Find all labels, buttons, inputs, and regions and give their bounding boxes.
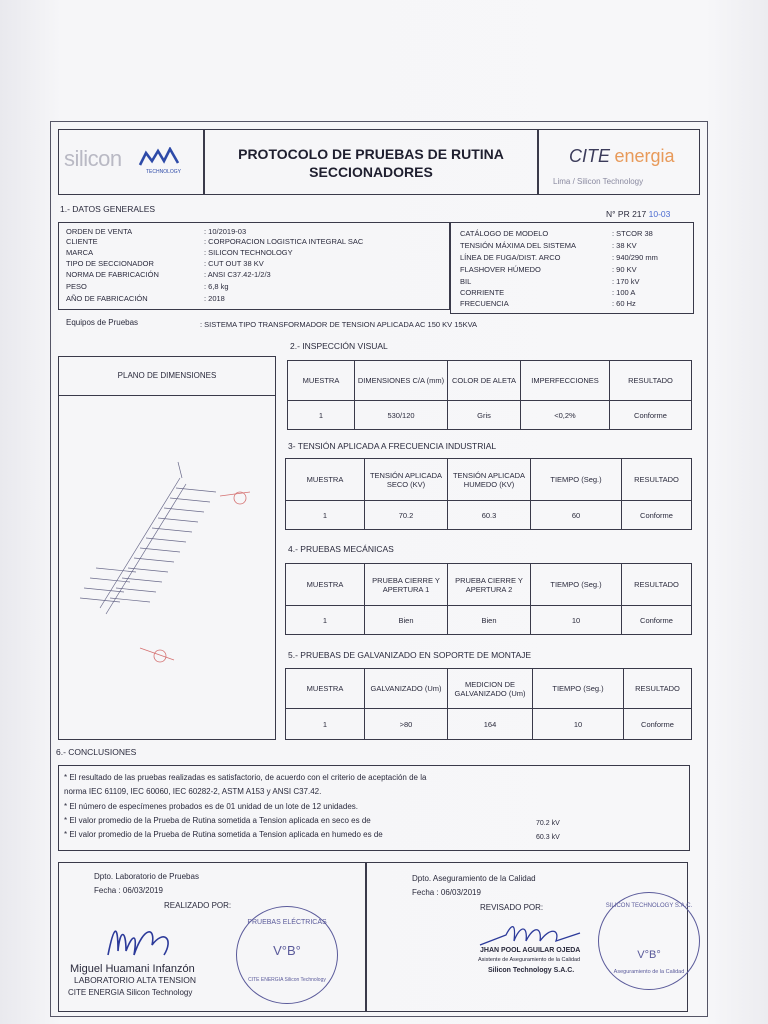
- datos-value: : SILICON TECHNOLOGY: [204, 248, 293, 257]
- firma-right-dpto: Dpto. Aseguramiento de la Calidad: [412, 874, 536, 883]
- stamp-silicon-technology: [598, 892, 700, 990]
- signature-left: [104, 915, 184, 965]
- section-1-heading: 1.- DATOS GENERALES: [60, 204, 156, 214]
- document-number-suffix: 10-03: [648, 209, 671, 219]
- table-header: MUESTRA: [286, 564, 365, 606]
- table-header: TIEMPO (Seg.): [533, 669, 624, 709]
- datos-label: BIL: [460, 277, 472, 286]
- section-2-heading: 2.- INSPECCIÓN VISUAL: [290, 341, 388, 351]
- firma-left-role: LABORATORIO ALTA TENSION: [74, 975, 197, 985]
- table-header: MUESTRA: [286, 459, 365, 501]
- stamp-pruebas-center: V°B°: [273, 943, 301, 958]
- logo-text: silicon: [64, 146, 122, 171]
- conclusion-value-seco: 70.2 kV: [536, 820, 560, 827]
- datos-label: AÑO DE FABRICACIÓN: [66, 294, 148, 303]
- plano-heading: PLANO DE DIMENSIONES: [117, 371, 217, 380]
- firma-left-realizado: REALIZADO POR:: [164, 901, 232, 910]
- datos-label: CORRIENTE: [460, 288, 505, 297]
- section-6-heading: 6.- CONCLUSIONES: [56, 747, 137, 757]
- table-row: [288, 401, 692, 430]
- cite-subtitle: Lima / Silicon Technology: [553, 177, 644, 186]
- datos-label: CATÁLOGO DE MODELO: [460, 229, 549, 238]
- conclusion-line: norma IEC 61109, IEC 60060, IEC 60282-2, ASTM A153 y ANSI C37.42.: [64, 787, 322, 796]
- firma-left-fecha: Fecha : 06/03/2019: [94, 886, 163, 895]
- datos-value: : ANSI C37.42-1/2/3: [204, 270, 271, 279]
- conclusion-value-humedo: 60.3 kV: [536, 834, 560, 841]
- logo-wave-icon: [138, 147, 188, 167]
- table-header: IMPERFECCIONES: [521, 361, 610, 401]
- datos-value: : 38 KV: [612, 241, 637, 250]
- table-cell: 60.3: [448, 501, 531, 530]
- firma-right-fecha: Fecha : 06/03/2019: [412, 888, 481, 897]
- datos-label: MARCA: [66, 248, 94, 257]
- logo-subtext: TECHNOLOGY: [146, 169, 182, 175]
- stamp-silicon-center: V°B°: [637, 949, 661, 961]
- stamp-pruebas-label: PRUEBAS ELÉCTRICAS: [247, 919, 327, 926]
- table-header: DIMENSIONES C/A (mm): [355, 361, 448, 401]
- table-header: COLOR DE ALETA: [448, 361, 521, 401]
- datos-value: : 60 Hz: [612, 299, 636, 308]
- table-row: [286, 606, 692, 635]
- table-cell: 1: [288, 401, 355, 430]
- table-cell: 164: [448, 709, 533, 740]
- firma-right-org: Silicon Technology S.A.C.: [488, 967, 575, 974]
- stamp-silicon-bottom: Aseguramiento de la Calidad: [613, 969, 685, 975]
- table-cell: <0,2%: [521, 401, 610, 430]
- table-header: MUESTRA: [286, 669, 365, 709]
- datos-value: : 170 kV: [612, 277, 640, 286]
- title-line-1: PROTOCOLO DE PRUEBAS DE RUTINA: [238, 146, 504, 162]
- table-header-row: [286, 459, 692, 501]
- table-cell: 1: [286, 606, 365, 635]
- table-header: TENSIÓN APLICADA SECO (KV): [365, 459, 448, 501]
- table-cell: 60: [531, 501, 622, 530]
- table-header-row: [286, 564, 692, 606]
- firma-right-name: JHAN POOL AGUILAR OJEDA: [480, 947, 581, 954]
- table-cell: >80: [365, 709, 448, 740]
- datos-value: : CORPORACION LOGISTICA INTEGRAL SAC: [204, 237, 364, 246]
- datos-value: : 10/2019-03: [204, 227, 247, 236]
- table-header: RESULTADO: [610, 361, 692, 401]
- stamp-pruebas-electricas: [236, 906, 338, 1004]
- conclusion-line: * El resultado de las pruebas realizadas es satisfactorio, de acuerdo con el criterio de aceptación de la: [64, 773, 427, 782]
- table-cell: 10: [531, 606, 622, 635]
- table-row: [286, 709, 692, 740]
- datos-label: TIPO DE SECCIONADOR: [66, 259, 154, 268]
- firma-left-org: CITE ENERGIA Silicon Technology: [68, 988, 193, 997]
- table-header: RESULTADO: [622, 459, 692, 501]
- table-cell: 530/120: [355, 401, 448, 430]
- firma-left-name: Miguel Huamani Infanzón: [70, 963, 195, 975]
- table-header: TIEMPO (Seg.): [531, 459, 622, 501]
- stamp-silicon-label: SILICON TECHNOLOGY S.A.C.: [605, 903, 693, 909]
- datos-value: : 100 A: [612, 288, 636, 297]
- inspeccion-table: [287, 360, 692, 430]
- table-header: PRUEBA CIERRE Y APERTURA 1: [365, 564, 448, 606]
- table-header: RESULTADO: [622, 564, 692, 606]
- silicon-logo: [64, 146, 200, 180]
- table-header-row: [288, 361, 692, 401]
- tension-table: [285, 458, 692, 530]
- section-4-heading: 4.- PRUEBAS MECÁNICAS: [288, 544, 394, 554]
- cite-energia-logo: [569, 146, 675, 167]
- datos-value: : 90 KV: [612, 265, 637, 274]
- section-3-heading: 3- TENSIÓN APLICADA A FRECUENCIA INDUSTRIAL: [288, 441, 497, 451]
- datos-label: FRECUENCIA: [460, 299, 509, 308]
- firma-right-revisado: REVISADO POR:: [480, 903, 544, 912]
- datos-label: FLASHOVER HÚMEDO: [460, 265, 541, 274]
- datos-label: ORDEN DE VENTA: [66, 227, 133, 236]
- firma-left-dpto: Dpto. Laboratorio de Pruebas: [94, 872, 199, 881]
- table-cell: 70.2: [365, 501, 448, 530]
- table-header: MEDICION DE GALVANIZADO (Um): [448, 669, 533, 709]
- table-row: [286, 501, 692, 530]
- firma-right-role: Asistente de Aseguramiento de la Calidad: [478, 957, 581, 963]
- datos-value: : 2018: [204, 294, 225, 303]
- table-cell: Gris: [448, 401, 521, 430]
- table-header: PRUEBA CIERRE Y APERTURA 2: [448, 564, 531, 606]
- table-cell: Conforme: [622, 501, 692, 530]
- document-number: [606, 209, 670, 219]
- datos-value: : CUT OUT 38 KV: [204, 259, 264, 268]
- table-cell: Conforme: [610, 401, 692, 430]
- section-5-heading: 5.- PRUEBAS DE GALVANIZADO EN SOPORTE DE MONTAJE: [288, 650, 532, 660]
- table-header: MUESTRA: [288, 361, 355, 401]
- conclusion-line: * El valor promedio de la Prueba de Rutina sometida a Tension aplicada en humedo es de: [64, 830, 383, 839]
- datos-value: : STCOR 38: [612, 229, 653, 238]
- galvanizado-table: [285, 668, 692, 740]
- table-cell: Bien: [448, 606, 531, 635]
- mecanicas-table: [285, 563, 692, 635]
- table-header: TIEMPO (Seg.): [531, 564, 622, 606]
- table-cell: 1: [286, 709, 365, 740]
- datos-label: NORMA DE FABRICACIÓN: [66, 270, 159, 279]
- table-cell: Conforme: [624, 709, 692, 740]
- document-title: [204, 145, 538, 181]
- datos-value: : 940/290 mm: [612, 253, 658, 262]
- datos-label: LÍNEA DE FUGA/DIST. ARCO: [460, 253, 561, 262]
- table-header: GALVANIZADO (Um): [365, 669, 448, 709]
- title-line-2: SECCIONADORES: [309, 164, 433, 180]
- energia-text: energia: [614, 146, 675, 166]
- datos-label: PESO: [66, 282, 87, 291]
- datos-label: CLIENTE: [66, 237, 98, 246]
- table-cell: Conforme: [622, 606, 692, 635]
- document-number-value: N° PR 217: [606, 209, 647, 219]
- datos-label: TENSIÓN MÁXIMA DEL SISTEMA: [460, 241, 576, 250]
- table-cell: 10: [533, 709, 624, 740]
- seccionador-drawing: [70, 448, 270, 678]
- conclusion-line: * El número de especímenes probados es de 01 unidad de un lote de 12 unidades.: [64, 802, 358, 811]
- table-cell: 1: [286, 501, 365, 530]
- table-header-row: [286, 669, 692, 709]
- table-header: RESULTADO: [624, 669, 692, 709]
- datos-value: : 6,8 kg: [204, 282, 229, 291]
- stamp-pruebas-bottom: CITE ENERGIA Silicon Technology: [248, 977, 326, 983]
- table-header: TENSIÓN APLICADA HUMEDO (KV): [448, 459, 531, 501]
- table-cell: Bien: [365, 606, 448, 635]
- cite-text: CITE: [569, 146, 611, 166]
- equipos-label: Equipos de Pruebas: [66, 318, 139, 327]
- conclusion-line: * El valor promedio de la Prueba de Rutina sometida a Tension aplicada en seco es de: [64, 816, 371, 825]
- equipos-value: : SISTEMA TIPO TRANSFORMADOR DE TENSION APLICADA AC 150 KV 15KVA: [200, 320, 478, 329]
